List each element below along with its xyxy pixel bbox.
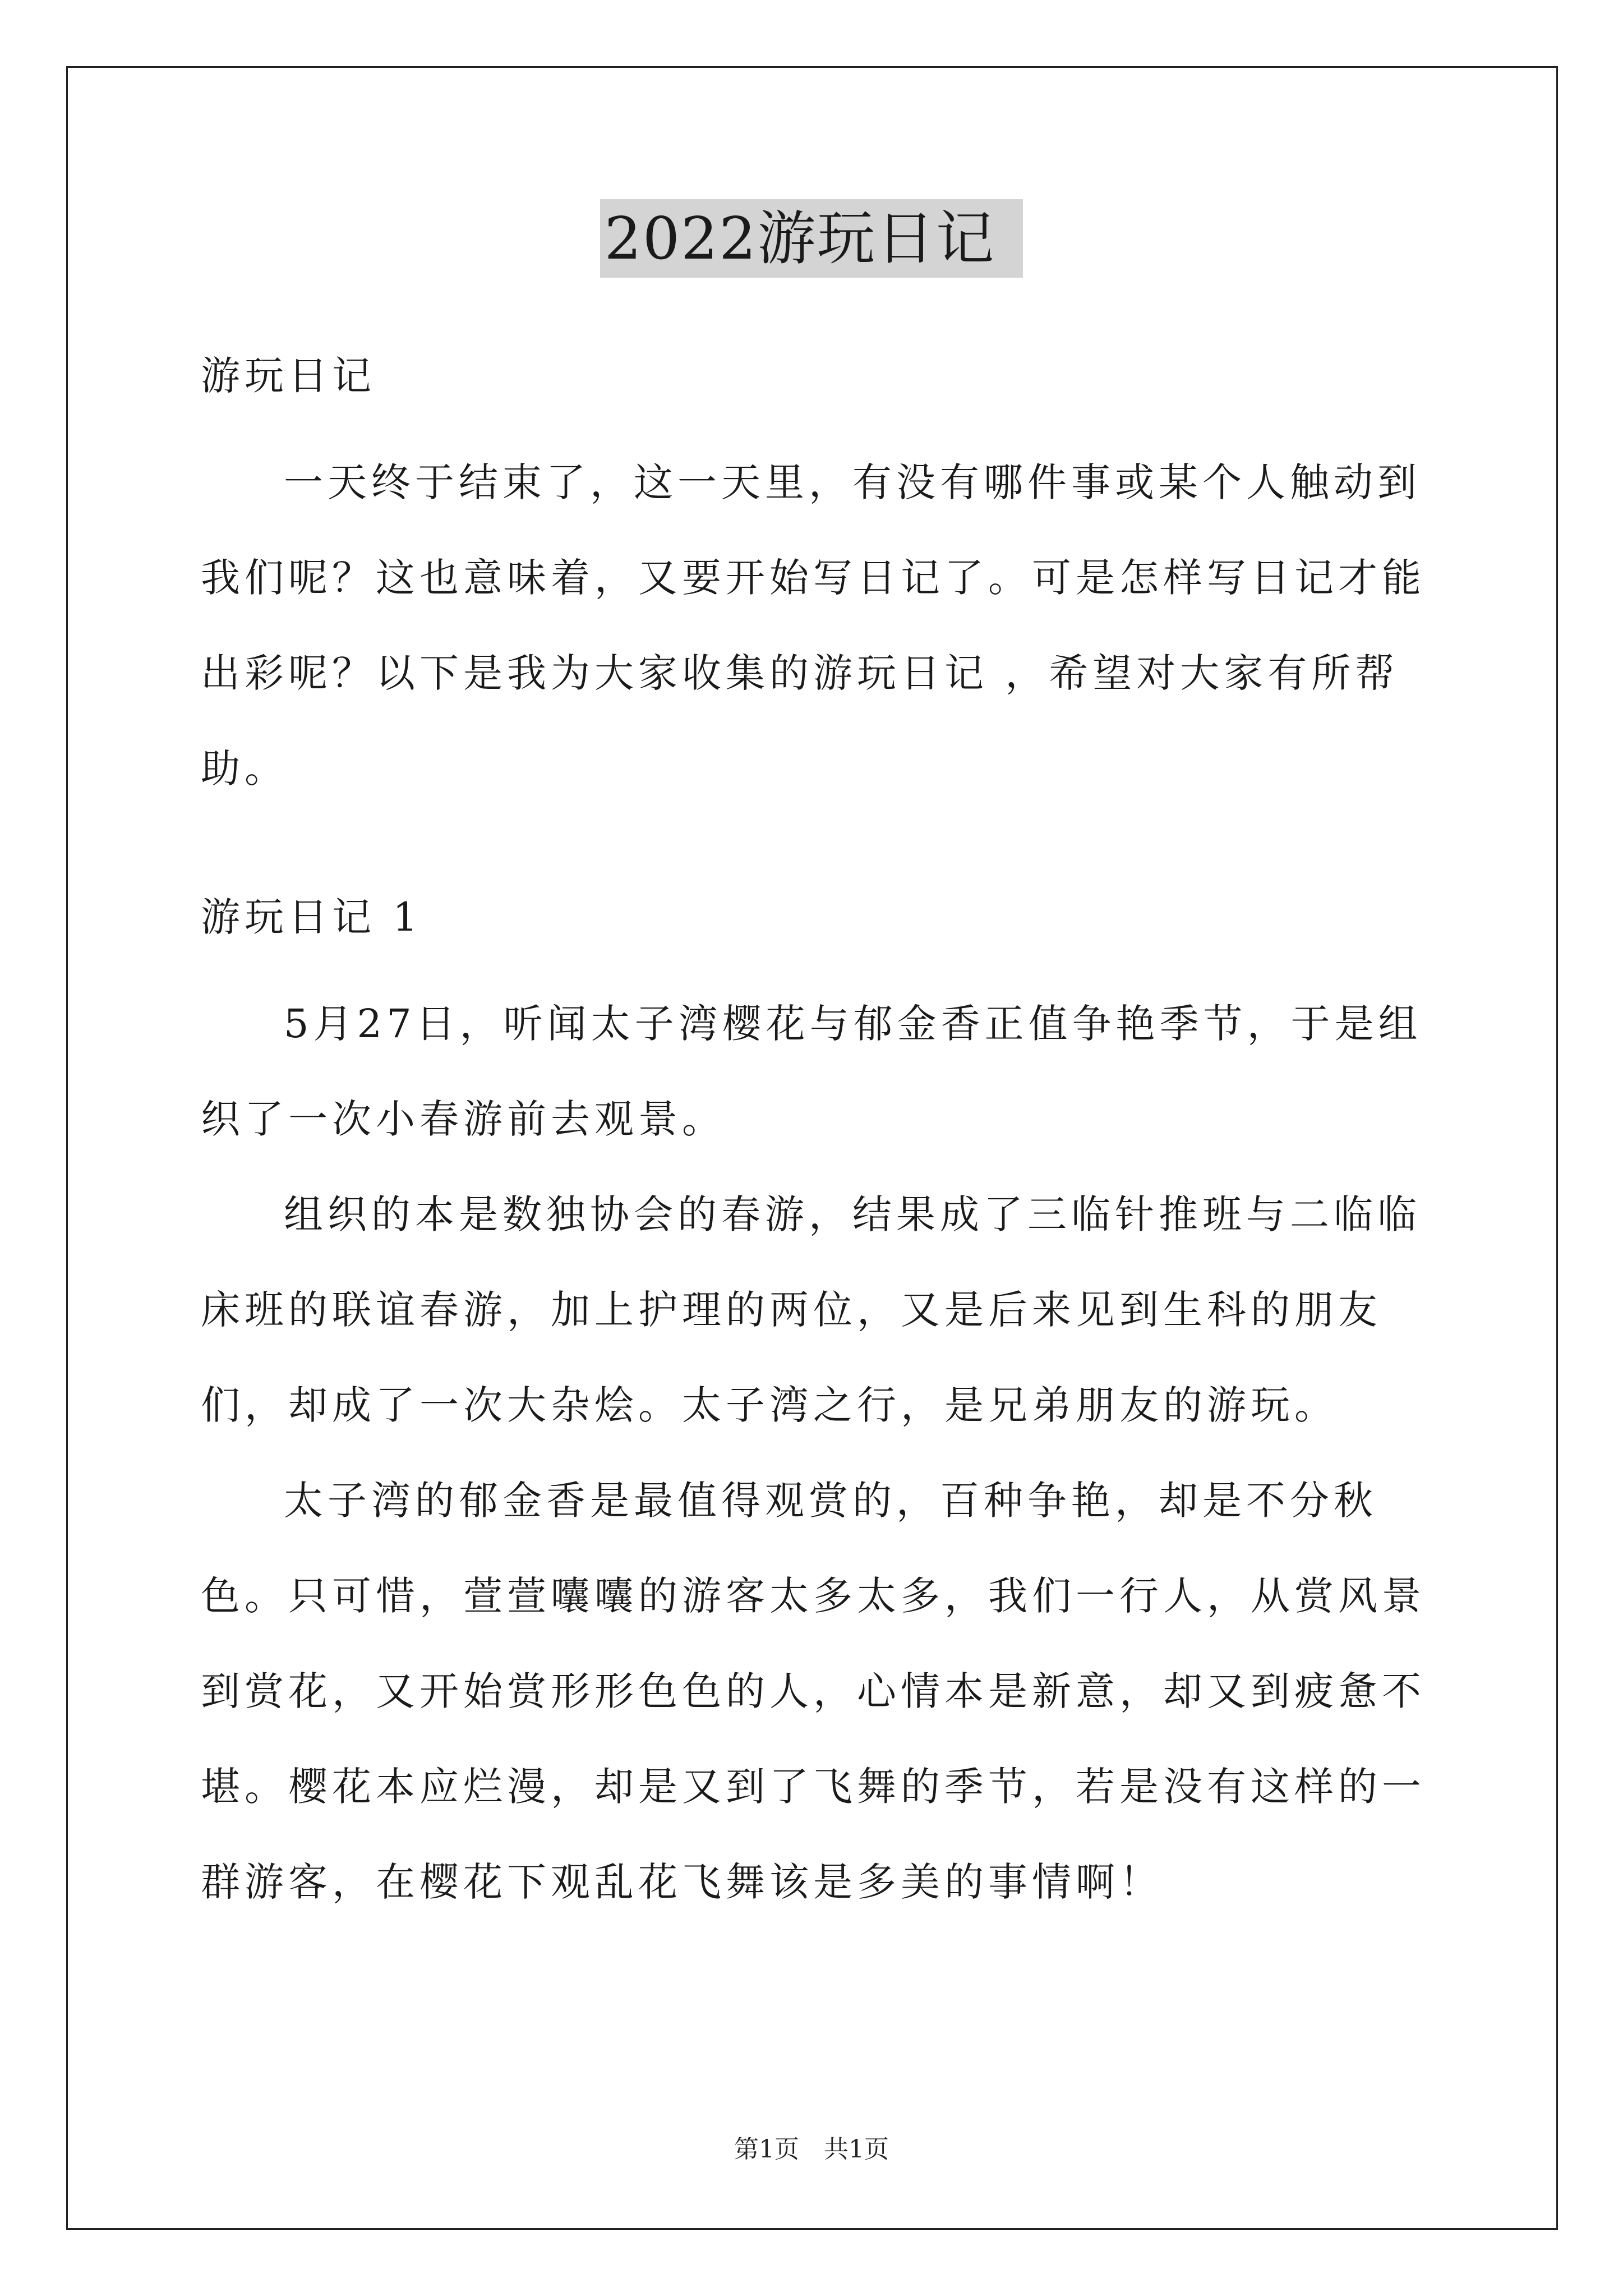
title-container xyxy=(0,199,1623,278)
document-title: 2022游玩日记 xyxy=(600,199,1023,278)
page-footer: 第1页 共1页 xyxy=(734,2135,889,2164)
intro-paragraph: 一天终于结束了，这一天里，有没有哪件事或某个人触动到我们呢？这也意味着，又要开始写日记了。可是怎样写日记才能出彩呢？以下是我为大家收集的游玩日记 ，希望对大家有所帮助。 xyxy=(201,459,1426,792)
paragraph-3: 太子湾的郁金香是最值得观赏的，百种争艳，却是不分秋色。只可惜，萱萱囔囔的游客太多太多，我们一行人，从赏风景到赏花，又开始赏形形色色的人，心情本是新意，却又到疲惫不堪。樱花本应烂漫，却是又到了飞舞的季节，若是没有这样的一群游客，在樱花下观乱花飞舞该是多美的事情啊！ xyxy=(201,1478,1426,1905)
entry-title: 游玩日记 1 xyxy=(201,894,422,940)
section-heading: 游玩日记 xyxy=(201,353,376,399)
paragraph-2: 组织的本是数独协会的春游，结果成了三临针推班与二临临床班的联谊春游，加上护理的两位，又是后来见到生科的朋友们，却成了一次大杂烩。太子湾之行，是兄弟朋友的游玩。 xyxy=(201,1191,1421,1428)
paragraph-1: 5月27日，听闻太子湾樱花与郁金香正值争艳季节，于是组织了一次小春游前去观景。 xyxy=(201,1001,1422,1142)
